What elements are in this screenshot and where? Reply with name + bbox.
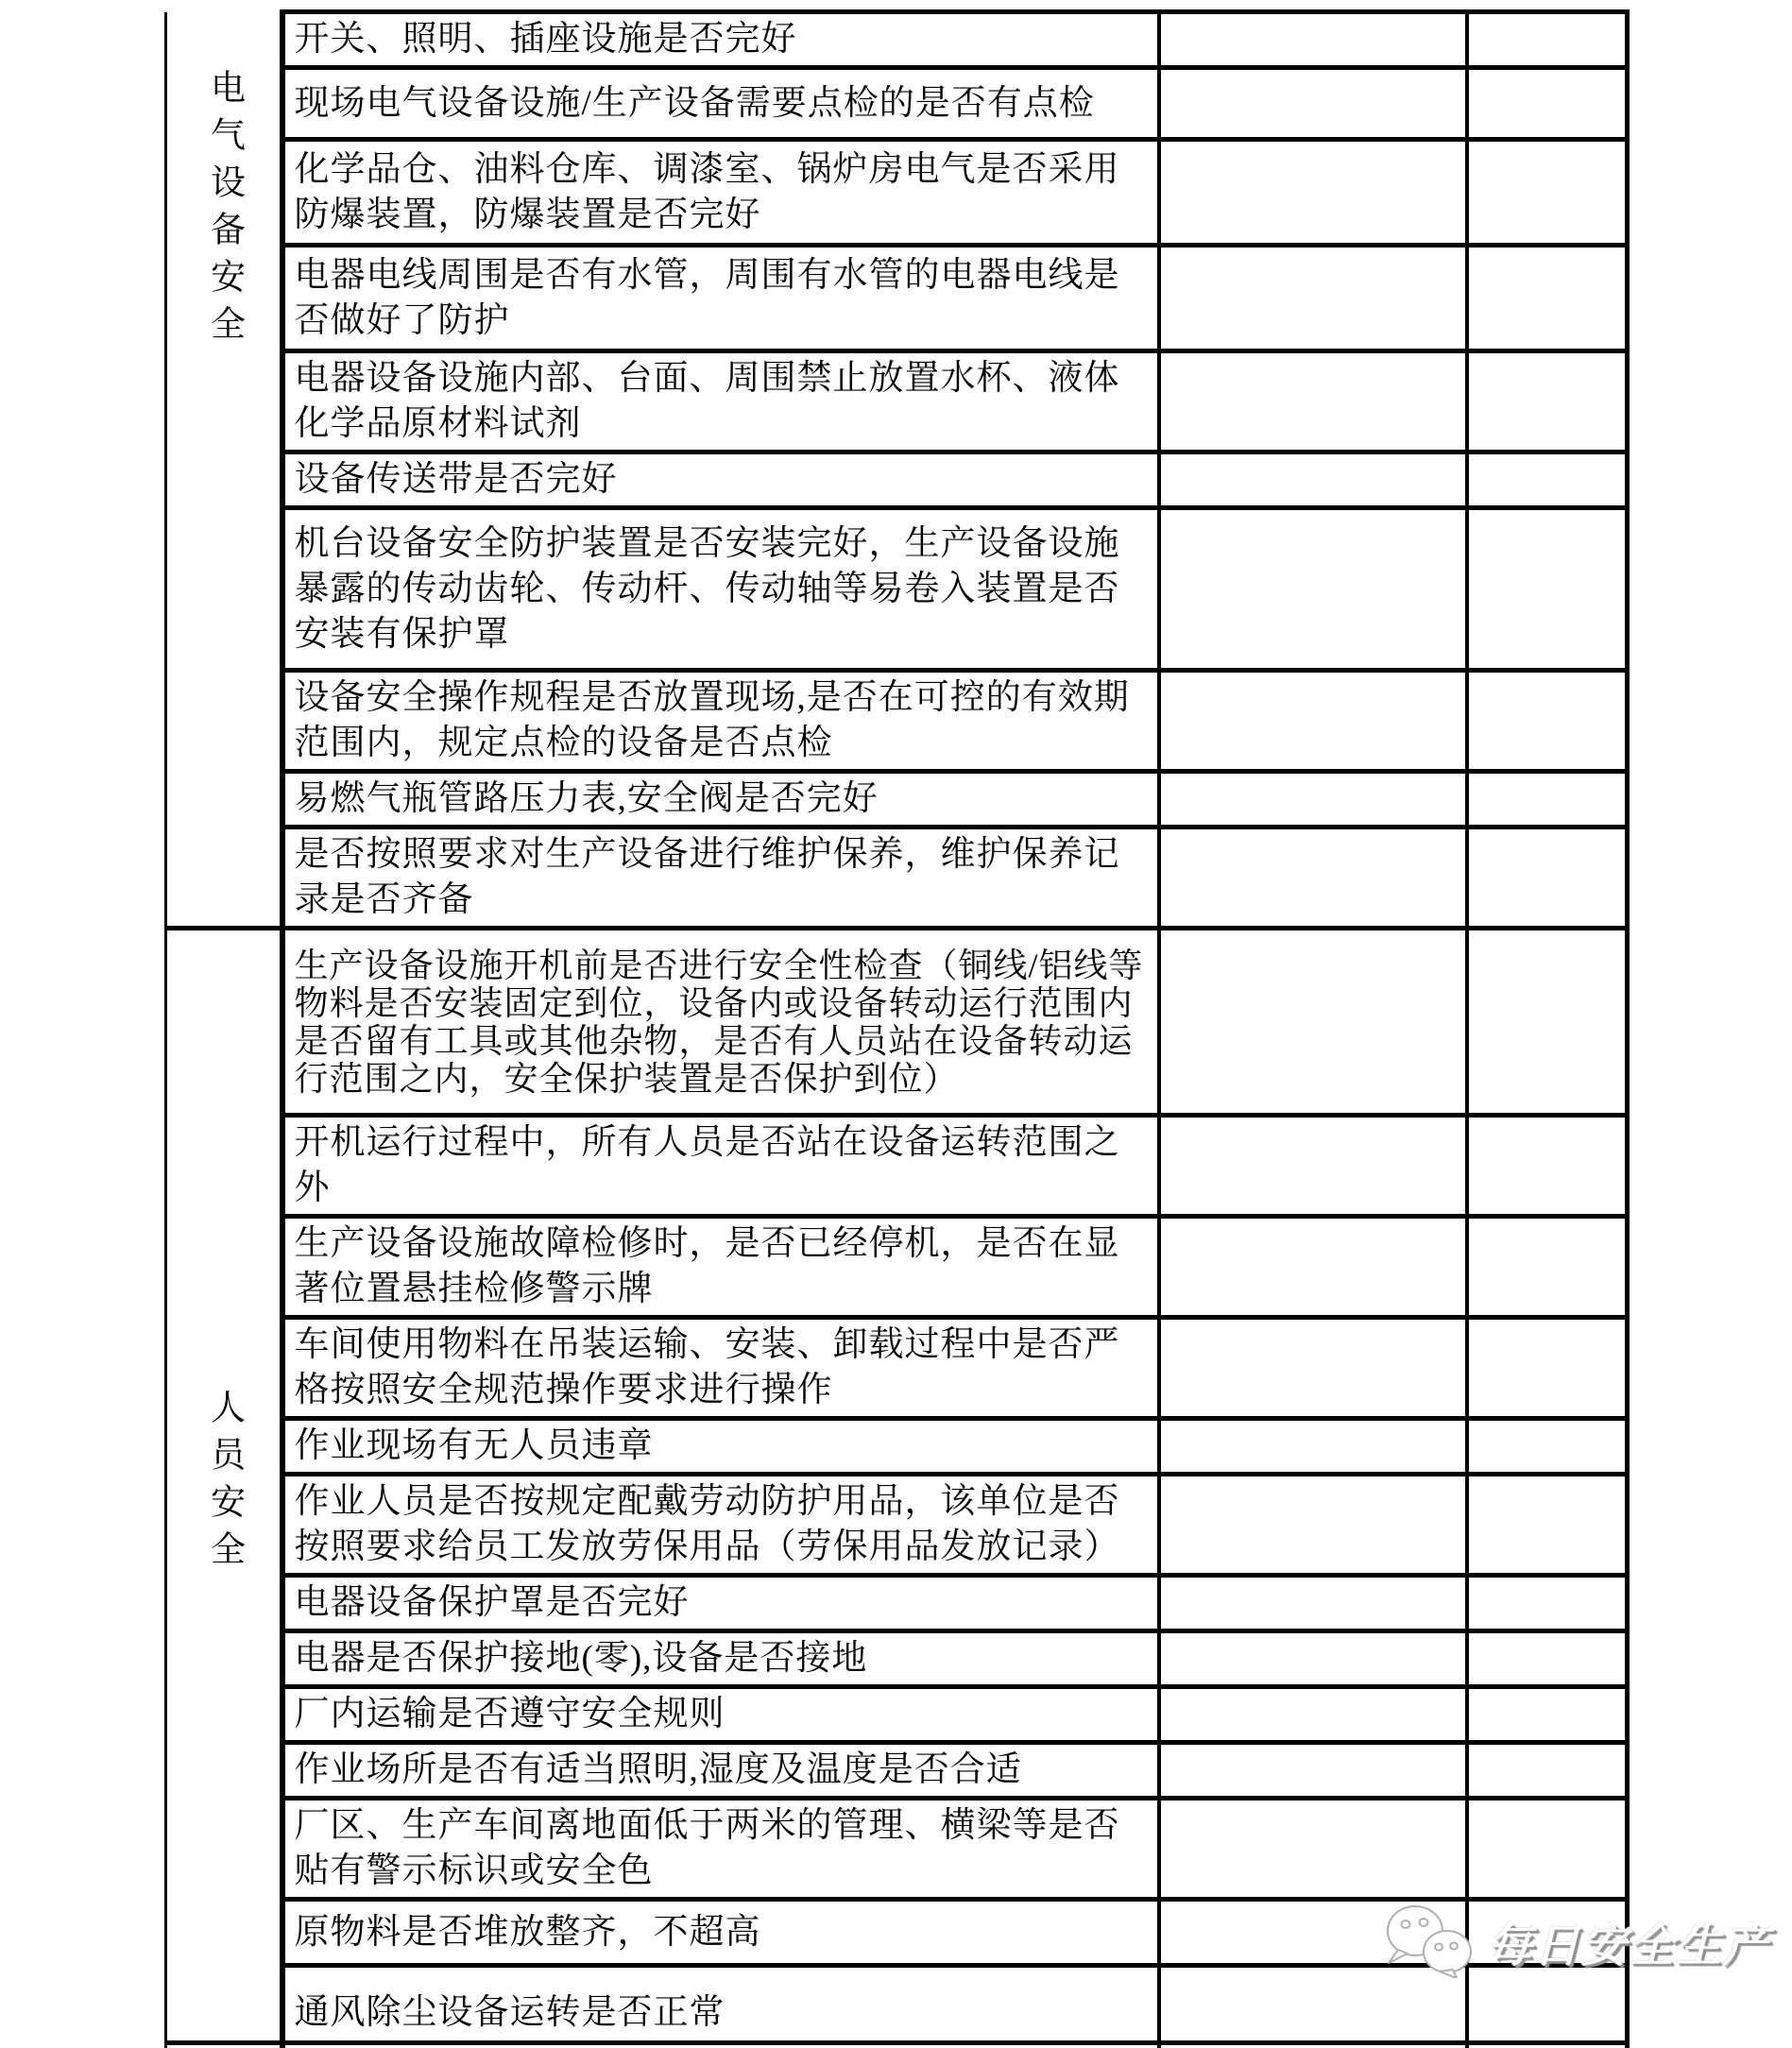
category-cell <box>166 12 282 929</box>
blank-cell <box>1467 1743 1628 1799</box>
table-row <box>166 1318 1628 1419</box>
blank-cell <box>1467 772 1628 828</box>
table-row <box>166 1576 1628 1631</box>
blank-cell <box>1159 452 1467 508</box>
category-label: 人员安全 <box>204 1389 244 1578</box>
table-row <box>166 1116 1628 1217</box>
table-row <box>166 1743 1628 1799</box>
blank-cell <box>1467 1318 1628 1419</box>
blank-cell <box>1467 1576 1628 1631</box>
blank-cell <box>166 2043 282 2048</box>
blank-cell <box>1159 1799 1467 1900</box>
blank-cell <box>1467 508 1628 671</box>
blank-cell <box>1467 1687 1628 1743</box>
blank-cell <box>1467 246 1628 351</box>
blank-cell <box>1467 452 1628 508</box>
table-row <box>166 671 1628 772</box>
checklist-item-cell: 作业人员是否按规定配戴劳动防护用品，该单位是否按照要求给员工发放劳保用品（劳保用品发放记录） <box>282 1475 1159 1576</box>
blank-cell <box>1467 828 1628 929</box>
blank-cell <box>1467 12 1628 68</box>
blank-cell <box>1467 1116 1628 1217</box>
checklist-item-cell: 机台设备安全防护装置是否安装完好，生产设备设施暴露的传动齿轮、传动杆、传动轴等易卷入装置是否安装有保护罩 <box>282 508 1159 671</box>
blank-cell <box>1159 508 1467 671</box>
checklist-item-cell: 设备传送带是否完好 <box>282 452 1159 508</box>
blank-cell <box>1467 1900 1628 1966</box>
checklist-item-cell: 生产设备设施故障检修时，是否已经停机，是否在显著位置悬挂检修警示牌 <box>282 1217 1159 1318</box>
blank-cell <box>1159 1475 1467 1576</box>
blank-cell <box>1467 1217 1628 1318</box>
blank-cell <box>1159 1419 1467 1475</box>
blank-cell <box>1159 1631 1467 1687</box>
blank-cell <box>1467 671 1628 772</box>
category-cell <box>166 929 282 2043</box>
checklist-item-cell: 现场电气设备设施/生产设备需要点检的是否有点检 <box>282 68 1159 140</box>
blank-cell <box>1159 828 1467 929</box>
blank-cell <box>1159 351 1467 452</box>
blank-cell <box>1159 772 1467 828</box>
table-row <box>166 772 1628 828</box>
category-label: 电气设备安全 <box>204 68 244 352</box>
table-row <box>166 351 1628 452</box>
table-row <box>166 1475 1628 1576</box>
checklist-item-cell: 电器是否保护接地(零),设备是否接地 <box>282 1631 1159 1687</box>
blank-cell <box>1159 1966 1467 2043</box>
watermark-text: 每日安全生产 <box>1487 1920 1771 1971</box>
checklist-item-cell: 开机运行过程中，所有人员是否站在设备运转范围之外 <box>282 1116 1159 1217</box>
table-row <box>166 1631 1628 1687</box>
blank-cell <box>1467 1631 1628 1687</box>
blank-cell <box>282 2043 1159 2048</box>
table-row <box>166 452 1628 508</box>
blank-cell <box>1467 68 1628 140</box>
table-row <box>166 68 1628 140</box>
blank-cell <box>1159 1116 1467 1217</box>
blank-cell <box>1159 1217 1467 1318</box>
checklist-item-cell: 化学品仓、油料仓库、调漆室、锅炉房电气是否采用防爆装置，防爆装置是否完好 <box>282 140 1159 246</box>
table-row <box>166 12 1628 68</box>
table-row <box>166 828 1628 929</box>
table-row <box>166 1217 1628 1318</box>
blank-cell <box>1467 929 1628 1116</box>
checklist-item-cell: 是否按照要求对生产设备进行维护保养，维护保养记录是否齐备 <box>282 828 1159 929</box>
table-row <box>166 246 1628 351</box>
blank-cell <box>1159 246 1467 351</box>
blank-cell <box>1467 1966 1628 2043</box>
blank-cell <box>1467 1799 1628 1900</box>
checklist-item-cell: 作业现场有无人员违章 <box>282 1419 1159 1475</box>
blank-cell <box>1159 1318 1467 1419</box>
checklist-item-cell: 电器设备保护罩是否完好 <box>282 1576 1159 1631</box>
checklist-item-cell: 电器电线周围是否有水管，周围有水管的电器电线是否做好了防护 <box>282 246 1159 351</box>
blank-cell <box>1159 1900 1467 1966</box>
table-row <box>166 1966 1628 2043</box>
table-row <box>166 508 1628 671</box>
blank-cell <box>1159 2043 1467 2048</box>
blank-cell <box>1159 1743 1467 1799</box>
page-break-stub-row <box>166 2043 1628 2048</box>
table-row <box>166 1687 1628 1743</box>
blank-cell <box>1159 929 1467 1116</box>
table-row <box>166 1419 1628 1475</box>
checklist-item-cell: 通风除尘设备运转是否正常 <box>282 1966 1159 2043</box>
blank-cell <box>1159 12 1467 68</box>
table-row <box>166 1900 1628 1966</box>
table-row <box>166 140 1628 246</box>
safety-checklist-table <box>164 9 1630 2048</box>
blank-cell <box>1467 1419 1628 1475</box>
blank-cell <box>1467 2043 1628 2048</box>
checklist-item-cell: 生产设备设施开机前是否进行安全性检查（铜线/铝线等物料是否安装固定到位，设备内或设备转动运行范围内是否留有工具或其他杂物，是否有人员站在设备转动运行范围之内，安全保护装置是否保护到位） <box>282 929 1159 1116</box>
checklist-item-cell: 开关、照明、插座设施是否完好 <box>282 12 1159 68</box>
checklist-item-cell: 厂内运输是否遵守安全规则 <box>282 1687 1159 1743</box>
blank-cell <box>1159 140 1467 246</box>
blank-cell <box>1159 1576 1467 1631</box>
table-row <box>166 1799 1628 1900</box>
blank-cell <box>1159 68 1467 140</box>
checklist-item-cell: 易燃气瓶管路压力表,安全阀是否完好 <box>282 772 1159 828</box>
checklist-item-cell: 电器设备设施内部、台面、周围禁止放置水杯、液体化学品原材料试剂 <box>282 351 1159 452</box>
table-row <box>166 929 1628 1116</box>
blank-cell <box>1159 1687 1467 1743</box>
blank-cell <box>1467 351 1628 452</box>
checklist-item-cell: 车间使用物料在吊装运输、安装、卸载过程中是否严格按照安全规范操作要求进行操作 <box>282 1318 1159 1419</box>
checklist-item-cell: 厂区、生产车间离地面低于两米的管理、横梁等是否贴有警示标识或安全色 <box>282 1799 1159 1900</box>
checklist-item-cell: 作业场所是否有适当照明,湿度及温度是否合适 <box>282 1743 1159 1799</box>
checklist-item-cell: 设备安全操作规程是否放置现场,是否在可控的有效期范围内，规定点检的设备是否点检 <box>282 671 1159 772</box>
checklist-item-cell: 原物料是否堆放整齐，不超高 <box>282 1900 1159 1966</box>
blank-cell <box>1467 140 1628 246</box>
blank-cell <box>1467 1475 1628 1576</box>
blank-cell <box>1159 671 1467 772</box>
